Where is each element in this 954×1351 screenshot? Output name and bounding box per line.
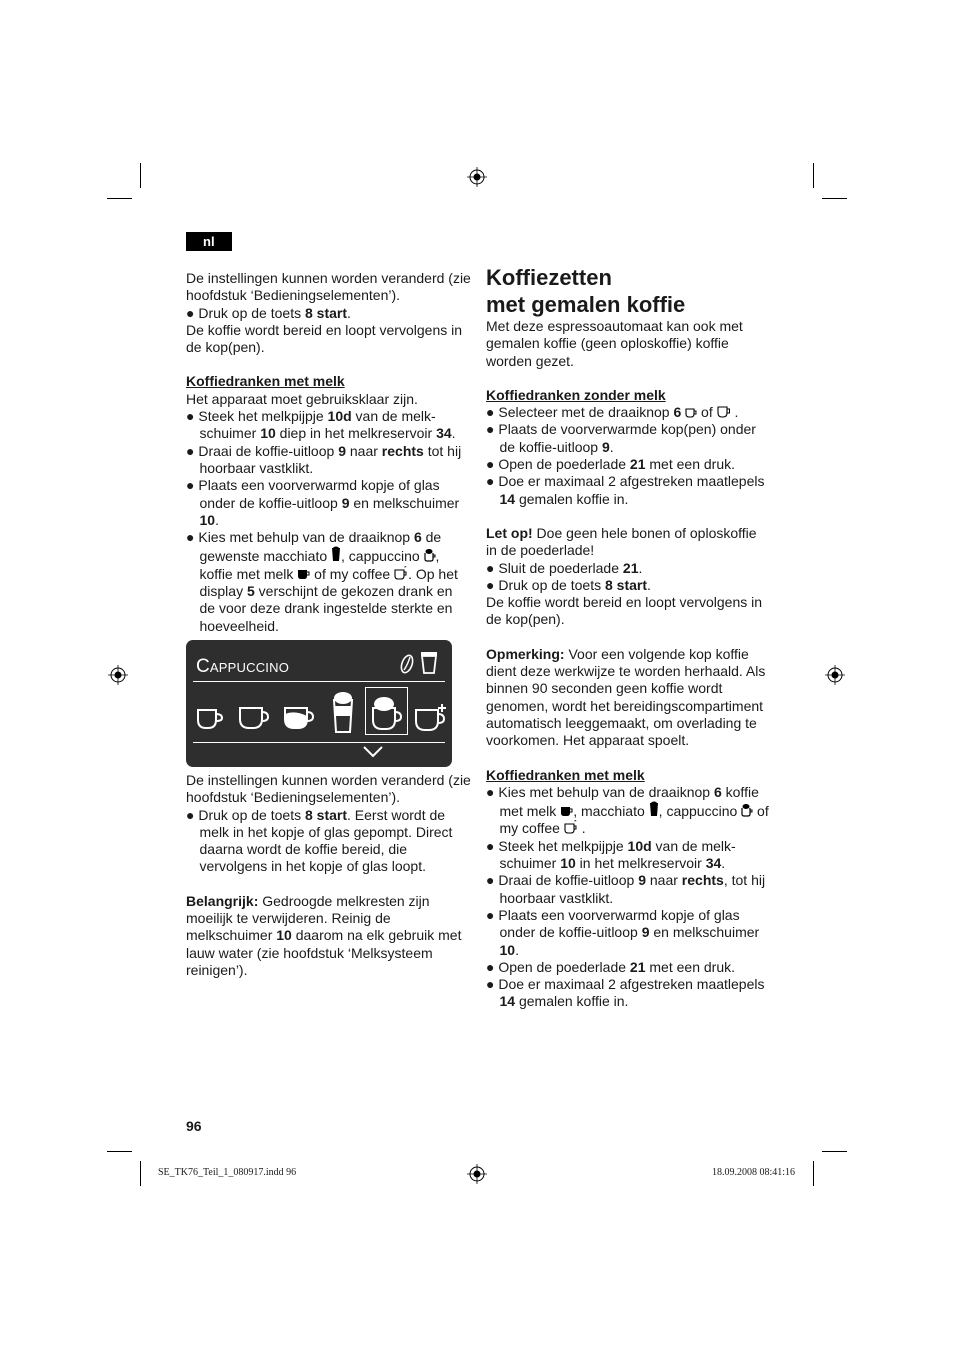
bullet-item: ● Druk op de toets 8 start. bbox=[486, 576, 651, 593]
bullet-item: ● Plaats een voorverwarmd kopje of glas onder de koffie-uitloop 9 en melkschuimer 10. bbox=[486, 906, 760, 958]
left-column-bottom bbox=[186, 772, 471, 979]
left-column-top bbox=[186, 270, 471, 635]
paragraph: Met deze espressoautomaat kan ook met gemalen koffie (geen oploskoffie) koffie worden gezet. bbox=[486, 318, 743, 369]
crop-mark bbox=[107, 198, 132, 199]
crop-mark bbox=[140, 163, 141, 188]
note-paragraph: Opmerking: Voor een volgende kop koffie dient deze werkwijze te worden herhaald. Als binnen 90 seconden geen koffie wordt genomen, wordt het bereidingscompartiment automatisch leeggemaakt, om overlading te voorkomen. Het apparaat spoelt. bbox=[486, 645, 766, 749]
coffee-icon bbox=[717, 406, 731, 418]
page-number: 96 bbox=[186, 1118, 202, 1134]
registration-mark-icon bbox=[108, 665, 128, 685]
bullet-item: ● Open de poederlade 21 met een druk. bbox=[486, 958, 735, 975]
language-tab: nl bbox=[186, 232, 232, 251]
bullet-item: ● Plaats een voorverwarmd kopje of glas onder de koffie-uitloop 9 en melkschuimer 10. bbox=[186, 477, 460, 528]
bullet-item: ● Doe er maximaal 2 afgestreken maatlepels 14 gemalen koffie in. bbox=[486, 473, 765, 507]
bullet-item: ● Druk op de toets 8 start. Eerst wordt de melk in het kopje of glas gepompt. Direct daarna wordt de koffie bereid, die vervolgens in het kopje of glas loopt. bbox=[186, 806, 453, 875]
display-divider bbox=[193, 681, 445, 682]
bullet-item: ● Steek het melkpijpje 10d van de melkschuimer 10 diep in het melkreservoir 34. bbox=[186, 408, 456, 442]
paragraph: Het apparaat moet gebruiksklaar zijn. bbox=[186, 390, 418, 407]
section-heading: Koffiedranken met melk bbox=[486, 766, 645, 783]
macchiato-icon bbox=[331, 546, 341, 562]
display-divider bbox=[193, 742, 445, 743]
display-title-capital: C bbox=[196, 656, 210, 677]
bullet-item: ● Sluit de poederlade 21. bbox=[486, 559, 643, 576]
section-heading: Koffiedranken zonder melk bbox=[486, 386, 666, 403]
svg-text:*: * bbox=[404, 565, 407, 572]
registration-mark-icon bbox=[467, 1164, 487, 1184]
bullet-item: ● Druk op de toets 8 start. bbox=[186, 304, 351, 321]
svg-text:*: * bbox=[573, 820, 577, 827]
bullet-item: ● Open de poederlade 21 met een druk. bbox=[486, 456, 735, 473]
macchiato-icon bbox=[331, 690, 355, 734]
paragraph: De instellingen kunnen worden veranderd (zie hoofdstuk ‘Bedieningselementen’). bbox=[186, 270, 471, 304]
paragraph: De instellingen kunnen worden veranderd (zie hoofdstuk ‘Bedieningselementen’). bbox=[186, 772, 471, 806]
crop-mark bbox=[822, 1151, 847, 1152]
text: Druk op de toets bbox=[198, 304, 305, 321]
coffee-with-milk-icon bbox=[560, 806, 573, 817]
bullet-item: ● Plaats de voorverwarmde kop(pen) onder de koffie-uitloop 9. bbox=[486, 421, 756, 455]
paragraph: Belangrijk: Gedroogde melkresten zijn moeilijk te verwijderen. Reinig de melkschuimer 10 daarom na elk gebruik met lauw water (zie hoofdstuk ‘Melksysteem reinigen’). bbox=[186, 892, 462, 978]
my-coffee-icon bbox=[394, 566, 408, 580]
bullet-item: ● Doe er maximaal 2 afgestreken maatlepels 14 gemalen koffie in. bbox=[486, 976, 765, 1010]
coffee-with-milk-icon bbox=[297, 569, 310, 580]
bullet-item: ● Kies met behulp van de draaiknop 6 koffie met melk , macchiato , cappuccino of my coffee * . bbox=[486, 783, 769, 837]
crop-mark bbox=[822, 198, 847, 199]
bullet-item: ● Draai de koffie-uitloop 9 naar rechts tot hij hoorbaar vastklikt. bbox=[186, 442, 462, 476]
coffee-with-milk-icon bbox=[283, 706, 315, 730]
cappuccino-icon bbox=[741, 803, 753, 817]
warning-paragraph: Let op! Doe geen hele bonen of oploskoffie in de poederlade! bbox=[486, 524, 757, 559]
key-ref: 8 start bbox=[304, 304, 348, 321]
paragraph: De koffie wordt bereid en loopt vervolgens in de kop(pen). bbox=[486, 594, 763, 628]
registration-mark-icon bbox=[467, 167, 487, 187]
crop-mark bbox=[813, 163, 814, 188]
display-panel bbox=[186, 640, 452, 767]
crop-mark bbox=[140, 1161, 141, 1186]
bullet-item: ● Steek het melkpijpje 10d van de melkschuimer 10 in het melkreservoir 34. bbox=[486, 837, 736, 872]
footer-file: SE_TK76_Teil_1_080917.indd 96 bbox=[158, 1167, 297, 1178]
crop-mark bbox=[813, 1161, 814, 1186]
my-coffee-icon bbox=[564, 820, 578, 834]
title-line: Koffiezetten bbox=[486, 265, 612, 290]
footer-datetime: 18.09.2008 08:41:16 bbox=[712, 1167, 796, 1178]
crop-mark bbox=[107, 1151, 132, 1152]
page-title bbox=[486, 265, 771, 318]
display-title-rest: APPUCCINO bbox=[209, 660, 290, 675]
cup-size-icon bbox=[419, 651, 439, 675]
macchiato-icon bbox=[649, 801, 659, 817]
bullet-item: ● Kies met behulp van de draaiknop 6 de gewenste macchiato , cappuccino , koffie met melk of my coffee * . Op het display 5 verschijnt de gekozen drank en de voor deze drank ingestelde sterkte en hoeveelheid. bbox=[186, 529, 458, 634]
registration-mark-icon bbox=[825, 665, 845, 685]
bullet-item: ● Selecteer met de draaiknop 6 of . bbox=[486, 404, 739, 421]
right-column bbox=[486, 265, 771, 1011]
display-title bbox=[196, 656, 289, 678]
espresso-icon bbox=[196, 708, 224, 730]
section-heading: Koffiedranken met melk bbox=[186, 373, 345, 390]
text: . bbox=[347, 304, 351, 321]
title-line: met gemalen koffie bbox=[486, 291, 686, 317]
strength-bean-icon bbox=[399, 653, 415, 675]
chevron-down-icon bbox=[362, 745, 384, 759]
cappuccino-icon bbox=[371, 694, 405, 732]
my-coffee-icon bbox=[414, 704, 448, 732]
coffee-icon bbox=[238, 706, 270, 730]
espresso-icon bbox=[685, 408, 697, 418]
bullet-item: ● Draai de koffie-uitloop 9 naar rechts, tot hij hoorbaar vastklikt. bbox=[486, 872, 766, 906]
paragraph: De koffie wordt bereid en loopt vervolgens in de kop(pen). bbox=[186, 321, 463, 356]
cappuccino-icon bbox=[424, 548, 436, 562]
